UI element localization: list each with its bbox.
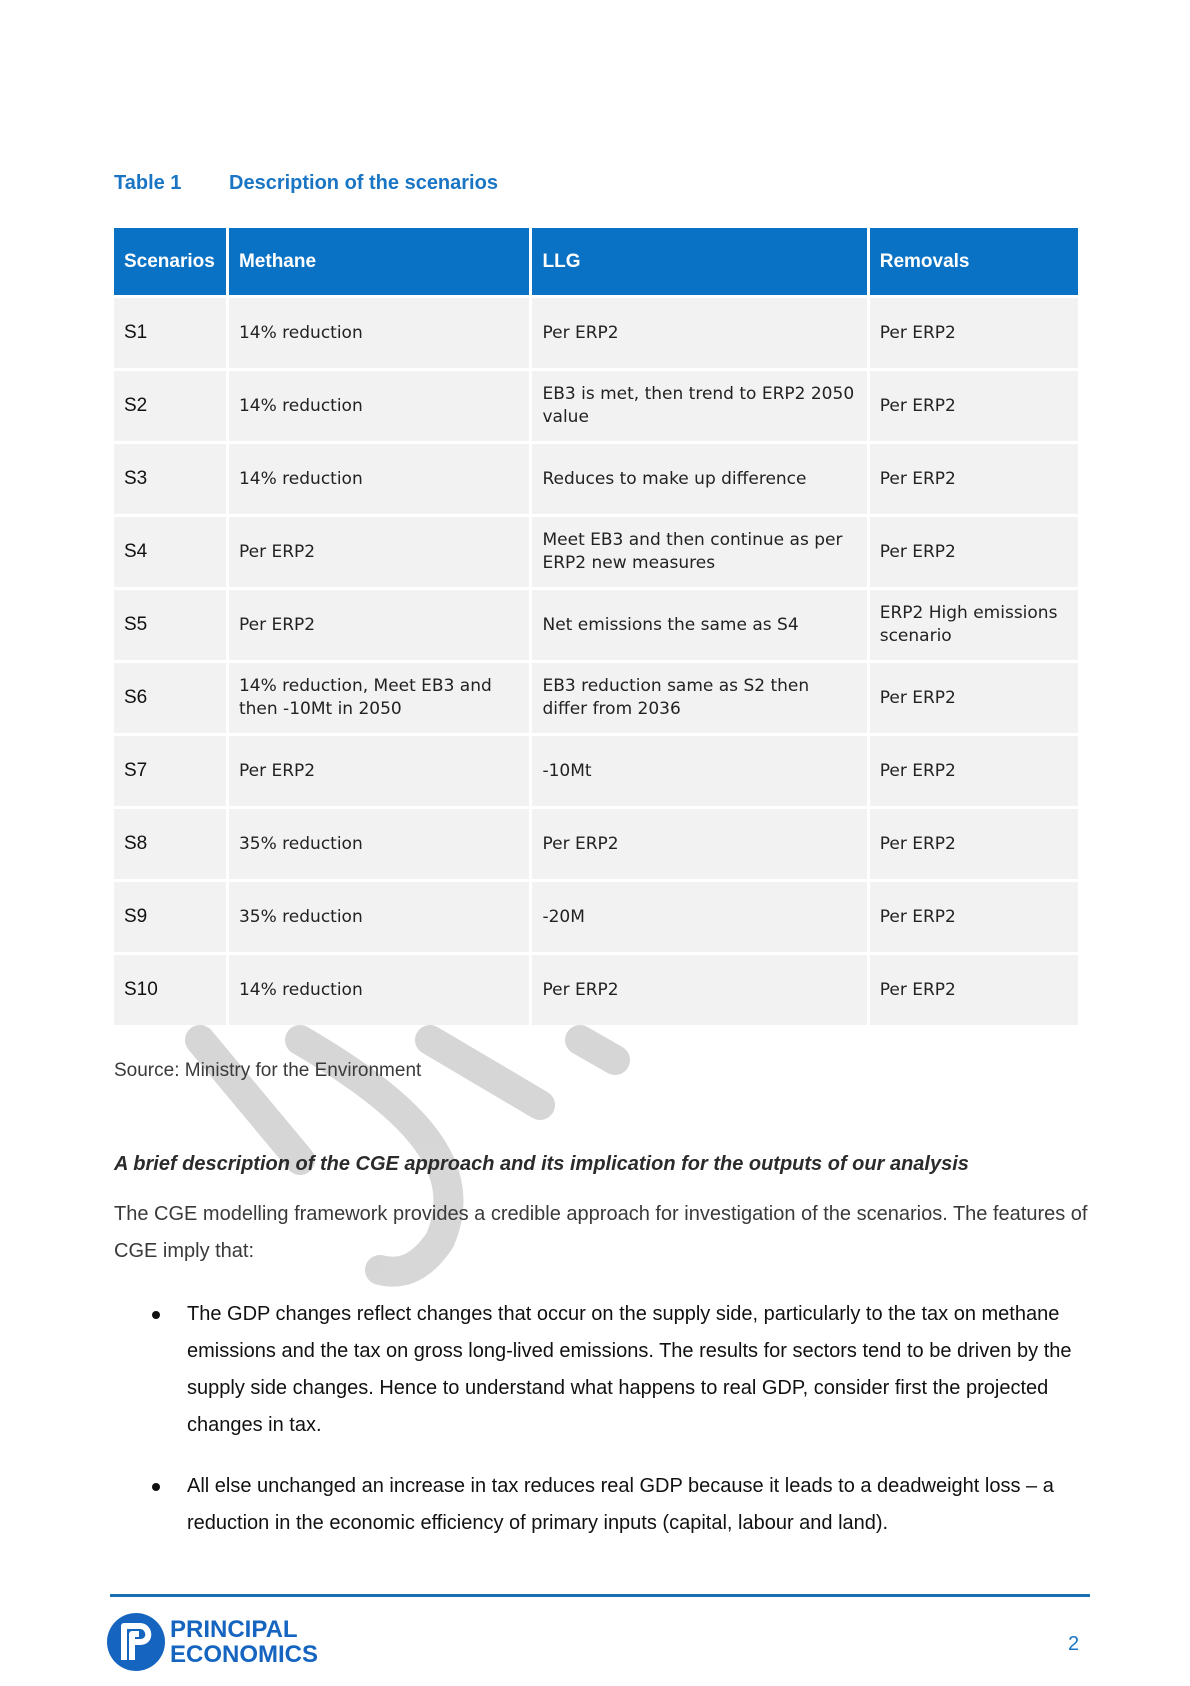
methane-cell: 14% reduction [229,955,530,1025]
scenario-cell: S7 [114,736,226,806]
header-methane: Methane [229,228,530,295]
section-intro: The CGE modelling framework provides a credible approach for investigation of the scenarios. The features of CGE imply that: [114,1203,1088,1262]
table-row [114,517,1078,587]
table-row [114,809,1078,879]
header-llg: LLG [532,228,866,295]
header-scenarios: Scenarios [114,228,226,295]
removals-cell: Per ERP2 [870,663,1078,733]
methane-cell: 14% reduction [229,298,530,368]
footer-divider [110,1594,1090,1597]
llg-cell: Net emissions the same as S4 [532,590,866,660]
table-row [114,736,1078,806]
removals-cell: Per ERP2 [870,371,1078,441]
table-row [114,444,1078,514]
table-row [114,371,1078,441]
llg-cell: Meet EB3 and then continue as per ERP2 new measures [532,517,866,587]
llg-cell: Reduces to make up difference [532,444,866,514]
scenario-cell: S4 [114,517,226,587]
bullet-icon [152,1483,160,1491]
removals-cell: Per ERP2 [870,736,1078,806]
bullet-icon [152,1311,160,1319]
llg-cell: Per ERP2 [532,298,866,368]
removals-cell: Per ERP2 [870,444,1078,514]
methane-cell: Per ERP2 [229,517,530,587]
scenarios-table [111,225,1081,1028]
table-number: Table 1 [114,172,182,194]
logo-text-economics: ECONOMICS [170,1641,319,1668]
company-logo [106,1612,318,1672]
scenario-cell: S9 [114,882,226,952]
scenario-cell: S1 [114,298,226,368]
page-number: 2 [1068,1633,1080,1655]
methane-cell: 35% reduction [229,809,530,879]
list-item [114,1468,1094,1542]
scenario-cell: S6 [114,663,226,733]
removals-cell: Per ERP2 [870,517,1078,587]
removals-cell: Per ERP2 [870,809,1078,879]
scenario-cell: S10 [114,955,226,1025]
removals-cell: ERP2 High emissions scenario [870,590,1078,660]
table-row [114,882,1078,952]
methane-cell: 14% reduction [229,371,530,441]
table-row [114,955,1078,1025]
llg-cell: -20M [532,882,866,952]
table-header-row [114,228,1078,295]
llg-cell: Per ERP2 [532,809,866,879]
table-caption [114,172,498,195]
list-item [114,1296,1094,1444]
scenario-cell: S8 [114,809,226,879]
scenario-cell: S5 [114,590,226,660]
bullet-list [114,1296,1094,1566]
methane-cell: Per ERP2 [229,590,530,660]
methane-cell: 14% reduction, Meet EB3 and then -10Mt in 2050 [229,663,530,733]
methane-cell: 35% reduction [229,882,530,952]
table-row [114,663,1078,733]
bullet-text: All else unchanged an increase in tax reduces real GDP because it leads to a deadweight loss – a reduction in the economic efficiency of primary inputs (capital, labour and land). [187,1475,1054,1534]
table-row [114,590,1078,660]
principal-economics-logo-icon [106,1612,166,1672]
table-row [114,298,1078,368]
llg-cell: EB3 is met, then trend to ERP2 2050 value [532,371,866,441]
scenario-cell: S2 [114,371,226,441]
llg-cell: Per ERP2 [532,955,866,1025]
removals-cell: Per ERP2 [870,955,1078,1025]
removals-cell: Per ERP2 [870,298,1078,368]
scenario-cell: S3 [114,444,226,514]
logo-text-principal: PRINCIPAL [170,1616,298,1643]
section-heading: A brief description of the CGE approach and its implication for the outputs of our analysis [114,1153,969,1175]
header-removals: Removals [870,228,1078,295]
table-source: Source: Ministry for the Environment [114,1060,422,1081]
methane-cell: Per ERP2 [229,736,530,806]
table-title: Description of the scenarios [229,172,498,194]
llg-cell: -10Mt [532,736,866,806]
removals-cell: Per ERP2 [870,882,1078,952]
methane-cell: 14% reduction [229,444,530,514]
bullet-text: The GDP changes reflect changes that occur on the supply side, particularly to the tax on methane emissions and the tax on gross long-lived emissions. The results for sectors tend to be driven by the supply side changes. Hence to understand what happens to real GDP, consider first the projected changes in tax. [187,1303,1072,1436]
llg-cell: EB3 reduction same as S2 then differ from 2036 [532,663,866,733]
